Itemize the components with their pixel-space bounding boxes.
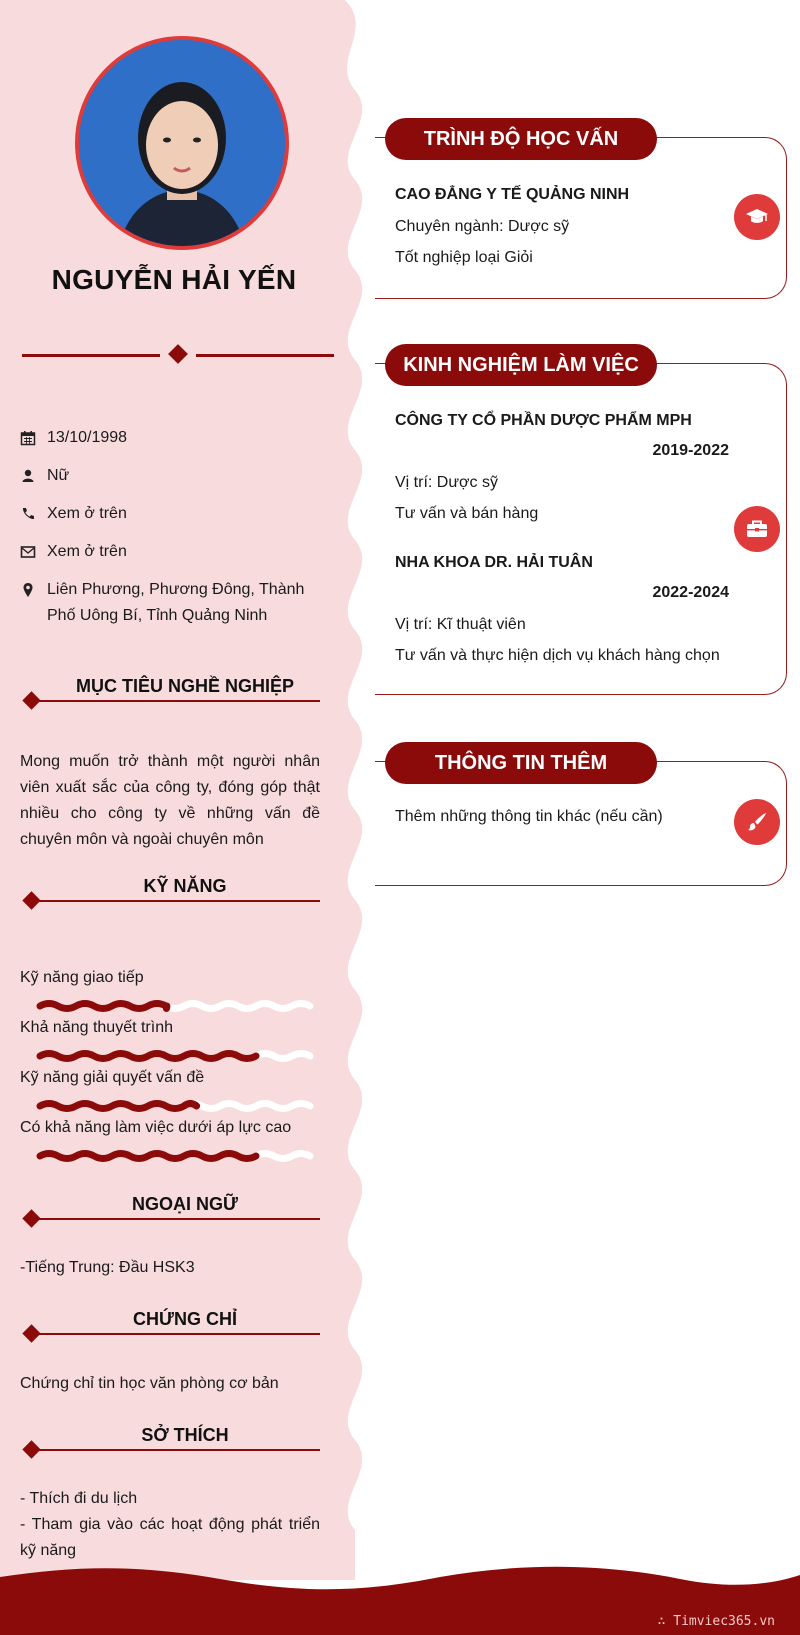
- skill-bar-fill: [40, 1154, 256, 1159]
- hobbies-heading: [20, 1425, 320, 1455]
- experience-title: KINH NGHIỆM LÀM VIỆC: [385, 344, 657, 386]
- paintbrush-icon: [734, 799, 780, 845]
- job-description: Tư vấn và bán hàng: [395, 505, 539, 522]
- additional-text: Thêm những thông tin khác (nếu cần): [395, 808, 663, 825]
- envelope-icon: [20, 544, 36, 560]
- skill-bar: [34, 1148, 322, 1164]
- job-description: Tư vấn và thực hiện dịch vụ khách hàng chọn: [395, 647, 720, 664]
- user-icon: [20, 468, 36, 484]
- skill-bar-fill: [40, 1004, 167, 1009]
- skills-heading: [20, 876, 320, 906]
- job-period: 2019-2022: [652, 442, 729, 459]
- skill-label: Kỹ năng giải quyết vấn đề: [20, 1069, 205, 1086]
- calendar-icon: [20, 430, 36, 446]
- footer-watermark: ∴ Timviec365.vn: [657, 1614, 775, 1629]
- skill-bar: [34, 1048, 322, 1064]
- skill-label: Có khả năng làm việc dưới áp lực cao: [20, 1119, 292, 1136]
- job-company: CÔNG TY CỔ PHẦN DƯỢC PHẨM MPH: [395, 412, 692, 429]
- additional-title: THÔNG TIN THÊM: [385, 742, 657, 784]
- avatar-photo: [79, 40, 285, 246]
- languages-heading: [20, 1194, 320, 1224]
- hobbies-line-1: - Thích đi du lịch: [20, 1490, 138, 1507]
- objective-text: Mong muốn trở thành một người nhân viên xuất sắc của công ty, đóng góp thật nhiều cho công ty về những vấn đề chuyên môn và ngoài chuyên môn: [20, 753, 320, 848]
- map-pin-icon: [20, 582, 36, 598]
- skill-bar-fill: [40, 1104, 197, 1109]
- skill-bar: [34, 1098, 322, 1114]
- certificates-text: Chứng chỉ tin học văn phòng cơ bản: [20, 1375, 279, 1392]
- hobbies-line-2: - Tham gia vào các hoạt động phát triển kỹ năng: [20, 1516, 320, 1559]
- skill-bar: [34, 998, 322, 1014]
- phone-icon: [20, 506, 36, 522]
- avatar: [75, 36, 289, 250]
- sidebar: NGUYỄN HẢI YẾN 13/10/1998 Nữ Xem ở trên Xem ở trên Liên Phương, Phương Đông, Thành Phố Uông Bí, Tỉnh Quảng Ninh MỤC TIÊU NGHỀ NGHIỆP Mong muốn trở thành một người nhân viên xuất sắc của công ty, đóng góp thật nhiều cho công ty về những vấn đề chuyên môn và ngoài chuyên môn KỸ NĂNG Kỹ năng giao tiếp Khả năng thuyết trình Kỹ năng giải quyết vấn đề Có khả năng làm việc dưới áp lực cao NGOẠI NGỮ -Tiếng Trung: Đầu HSK3 CHỨNG CHỈ Chứng chỉ tin học văn phòng cơ bản SỞ THÍCH - Thích đi du lịch - Tham gia vào các hoạt động phát triển kỹ năng: [0, 0, 340, 1580]
- languages-text: -Tiếng Trung: Đầu HSK3: [20, 1259, 195, 1276]
- graduation-cap-icon: [734, 194, 780, 240]
- job-position: Vị trí: Kĩ thuật viên: [395, 616, 526, 633]
- job-period: 2022-2024: [652, 584, 729, 601]
- name-divider: [22, 344, 334, 364]
- job-company: NHA KHOA DR. HẢI TUÂN: [395, 554, 593, 571]
- education-school: CAO ĐẲNG Y TẾ QUẢNG NINH: [395, 186, 630, 203]
- objective-title: MỤC TIÊU NGHỀ NGHIỆP: [75, 676, 294, 696]
- certificates-title: CHỨNG CHỈ: [133, 1309, 237, 1329]
- briefcase-icon: [734, 506, 780, 552]
- objective-heading: [20, 676, 320, 706]
- skill-label: Khả năng thuyết trình: [20, 1019, 173, 1036]
- hobbies-title: SỞ THÍCH: [141, 1425, 229, 1445]
- certificates-heading: [20, 1309, 320, 1339]
- education-grade: Tốt nghiệp loại Giỏi: [395, 249, 533, 266]
- skill-bar-fill: [40, 1054, 256, 1059]
- education-major: Chuyên ngành: Dược sỹ: [395, 218, 570, 235]
- job-position: Vị trí: Dược sỹ: [395, 474, 498, 491]
- education-title: TRÌNH ĐỘ HỌC VẤN: [385, 118, 657, 160]
- candidate-name: NGUYỄN HẢI YẾN: [51, 264, 297, 295]
- skill-label: Kỹ năng giao tiếp: [20, 969, 144, 986]
- languages-title: NGOẠI NGỮ: [132, 1194, 238, 1214]
- skills-title: KỸ NĂNG: [143, 876, 227, 896]
